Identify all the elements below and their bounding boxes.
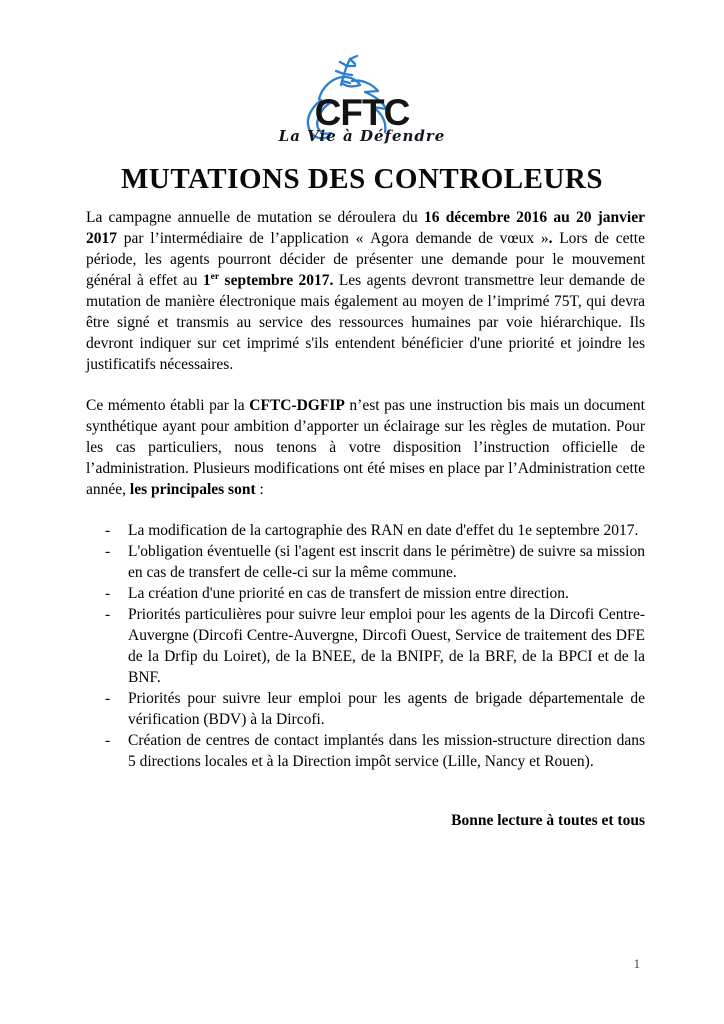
list-item-text: La modification de la cartographie des RAN en date d'effet du 1e septembre 2017.: [128, 522, 639, 539]
text-run: :: [255, 481, 264, 498]
text-run: CFTC-DGFIP: [249, 397, 345, 414]
list-item: [86, 541, 645, 583]
text-run: er: [210, 270, 220, 282]
text-run: n’est pas une instruction bis mais un document synthétique ayant pour ambition d’apporter un éclairage sur les règles de mutation. Pour les cas particuliers, nous tenons à votre disposition l’instruction officielle de l’administration. Plusieurs modifications ont été mises en place par l’Administration cette année,: [86, 397, 645, 498]
list-marker: -: [105, 585, 111, 602]
list-item: [86, 520, 645, 541]
cftc-logo: [272, 54, 452, 150]
text-run: les principales sont: [129, 481, 256, 498]
body-paragraph: [86, 207, 645, 375]
text-run: septembre 2017.: [219, 272, 334, 289]
text-run: .: [548, 230, 553, 247]
text-run: 1: [202, 272, 211, 289]
text-run: Ce mémento établi par la: [86, 397, 250, 414]
text-run: Les agents devront transmettre leur demande de mutation de manière électronique mais également au moyen de l’imprimé 75T, qui devra être signé et transmis au service des ressources humaines par voie hiérarchique. Ils devront indiquer sur cet imprimé s'ils entendent bénéficier d'une priorité et joindre les justificatifs nécessaires.: [86, 272, 645, 373]
list-marker: -: [105, 606, 111, 623]
body-paragraph: [86, 395, 645, 500]
list-item-text: L'obligation éventuelle (si l'agent est inscrit dans le périmètre) de suivre sa mission en cas de transfert de celle-ci sur la même commune.: [128, 543, 645, 581]
logo-wordmark: CFTC: [314, 92, 410, 133]
list-marker: -: [105, 732, 111, 749]
list-item: [86, 688, 645, 730]
list-marker: -: [105, 690, 111, 707]
changes-list: [86, 520, 645, 772]
list-marker: -: [105, 543, 111, 560]
text-run: Lors de cette période, les agents pourront décider de présenter une demande pour le mouvement général à effet au: [86, 230, 645, 289]
logo-tagline: La Vie à Défendre: [278, 127, 446, 145]
list-item-text: Priorités particulières pour suivre leur emploi pour les agents de la Dircofi Centre-Auvergne (Dircofi Centre-Auvergne, Dircofi Ouest, Service de traitement des DFE de la Drfip du Loiret), de la BNEE, de la BNIPF, de la BRF, de la BPCI et de la BNF.: [128, 606, 645, 686]
closing-note: Bonne lecture à toutes et tous: [451, 812, 645, 829]
text-run: 16 décembre 2016 au 20 janvier 2017: [86, 209, 645, 247]
list-item-text: Création de centres de contact implantés dans les mission-structure direction dans 5 directions locales et à la Direction impôt service (Lille, Nancy et Rouen).: [128, 732, 645, 770]
list-item: [86, 583, 645, 604]
list-item: [86, 604, 645, 688]
page-title: MUTATIONS DES CONTROLEURS: [121, 163, 603, 195]
list-item-text: Priorités pour suivre leur emploi pour les agents de brigade départementale de vérification (BDV) à la Dircofi.: [128, 690, 645, 728]
page-number: 1: [633, 957, 640, 971]
list-item: [86, 730, 645, 772]
text-run: par l’intermédiaire de l’application « Agora demande de vœux »: [117, 230, 549, 247]
text-run: La campagne annuelle de mutation se déroulera du: [86, 209, 424, 226]
document-body: [86, 207, 645, 831]
list-item-text: La création d'une priorité en cas de transfert de mission entre direction.: [128, 585, 569, 602]
list-marker: -: [105, 522, 111, 539]
